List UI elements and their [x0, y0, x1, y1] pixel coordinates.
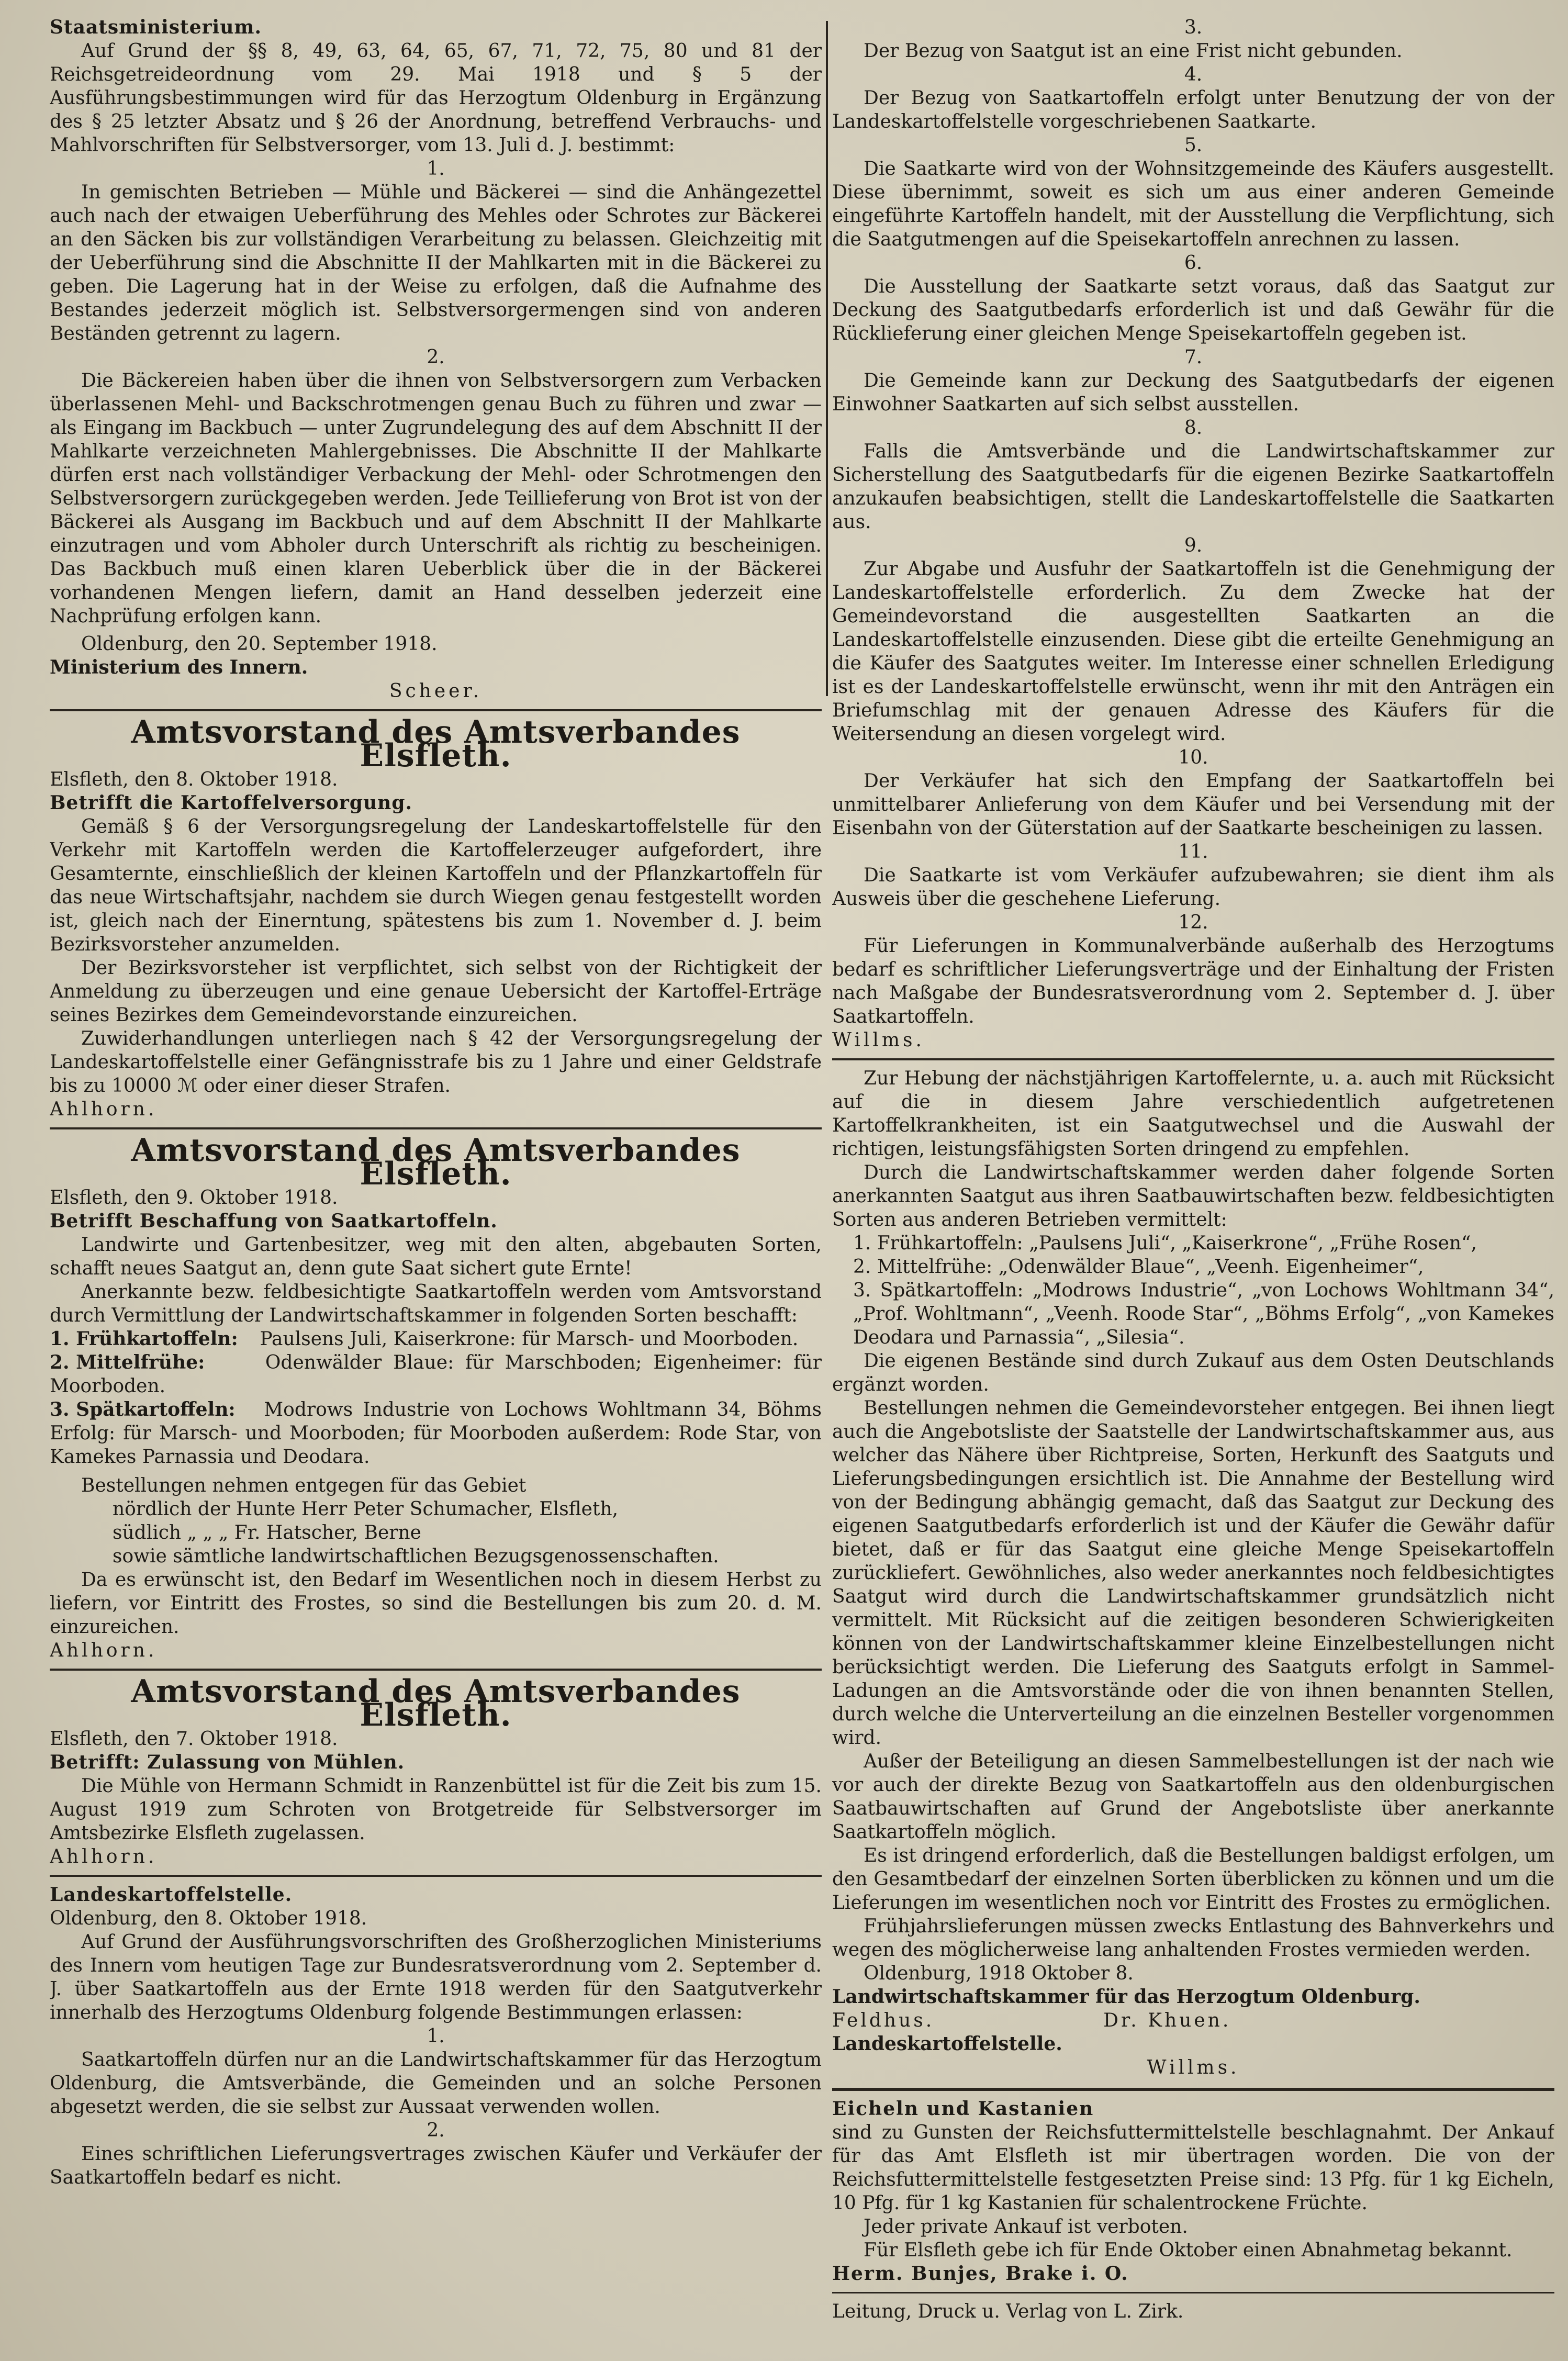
- paragraph: Landwirte und Gartenbesitzer, weg mit den alten, abgebauten Sorten, schafft neues Saatgut an, denn gute Saat sichert gute Ernte!: [50, 1234, 822, 1279]
- paragraph: Für Elsfleth gebe ich für Ende Oktober einen Abnahmetag bekannt.: [864, 2240, 1513, 2261]
- item-number: 10.: [1178, 747, 1208, 768]
- paragraph: sind zu Gunsten der Reichsfuttermittelstelle beschlagnahmt. Der Ankauf für das Amt Elsfleth ist mir übertragen worden. Die von der Reichsfuttermittelstelle festgesetzten Preise sind: 13 Pfg. für 1 kg Eicheln, 10 Pfg. für 1 kg Kastanien für schalentrockene Früchte.: [832, 2122, 1554, 2214]
- notice-title: Betrifft die Kartoffelversorgung.: [50, 792, 413, 814]
- item-number: 1.: [427, 158, 445, 180]
- paragraph: Bestellungen nehmen entgegen für das Gebiet: [81, 1475, 527, 1496]
- paragraph: Falls die Amtsverbände und die Landwirtschaftskammer zur Sicherstellung des Saatgutbedarfs für die eigenen Bezirke Saatkartoffeln anzukaufen beabsichtigen, stellt die Landeskartoffelstelle die Saatkarten aus.: [832, 441, 1554, 533]
- paragraph: Eines schriftlichen Lieferungsvertrages zwischen Käufer und Verkäufer der Saatkartoffeln bedarf es nicht.: [50, 2143, 822, 2188]
- item-number: 4.: [1184, 64, 1203, 85]
- item-number: 12.: [1178, 912, 1208, 933]
- paragraph: Die Gemeinde kann zur Deckung des Saatgutbedarfs der eigenen Einwohner Saatkarten auf sich selbst ausstellen.: [832, 370, 1554, 415]
- paragraph: Auf Grund der Ausführungsvorschriften des Großherzoglichen Ministeriums des Innern vom heutigen Tage zur Bundesratsverordnung vom 2. September d. J. über Saatkartoffeln aus der Ernte 1918 werden für den Saatgutverkehr innerhalb des Herzogtums Oldenburg folgende Bestimmungen erlassen:: [50, 1931, 822, 2023]
- divider: [50, 709, 822, 711]
- list-label: 1. Frühkartoffeln:: [50, 1328, 238, 1350]
- section-heading-amtsvorstand: Amtsvorstand des Amtsverbandes Elsfleth.: [131, 1132, 741, 1192]
- divider: [832, 1058, 1554, 1060]
- list-item: 1. Frühkartoffeln: „Paulsens Juli“, „Kaiserkrone“, „Frühe Rosen“,: [853, 1233, 1477, 1254]
- paragraph: Die Mühle von Hermann Schmidt in Ranzenbüttel ist für die Zeit bis zum 15. August 1919 zum Schroten von Brotgetreide für Selbstversorger im Amtsbezirke Elsfleth zugelassen.: [50, 1775, 822, 1844]
- paragraph: Anerkannte bezw. feldbesichtigte Saatkartoffeln werden vom Amtsvorstand durch Vermittlung der Landwirtschaftskammer in folgenden Sorten beschafft:: [50, 1281, 822, 1326]
- paragraph: nördlich der Hunte Herr Peter Schumacher, Elsfleth,: [113, 1498, 619, 1520]
- notice-title: Betrifft Beschaffung von Saatkartoffeln.: [50, 1210, 498, 1232]
- item-number: 3.: [1184, 17, 1203, 38]
- advertiser-name: Herm. Bunjes, Brake i. O.: [832, 2263, 1129, 2285]
- signer: Willms.: [1147, 2057, 1240, 2078]
- left-column: [50, 16, 822, 2350]
- paragraph: Die Bäckereien haben über die ihnen von Selbstversorgern zum Verbacken überlassenen Mehl- und Backschrotmengen genau Buch zu führen und zwar — als Eingang im Backbuch — unter Zugrundelegung des auf dem Abschnitt II der Mahlkarte verzeichneten Mahlergebnisses. Die Abschnitte II der Mahlkarte dürfen erst nach vollständiger Verbackung der Mehl- oder Schrotmengen den Selbstversorgern zurückgegeben werden. Jede Teillieferung von Brot ist von der Bäckerei als Ausgang im Backbuch und auf dem Abschnitt II der Mahlkarte einzutragen und vom Abholer durch Unterschrift als richtig zu bescheinigen. Das Backbuch muß einen klaren Ueberblick über die in der Bäckerei vorhandenen Mengen liefern, damit an Hand desselben jederzeit eine Nachprüfung erfolgen kann.: [50, 370, 822, 627]
- dateline: Oldenburg, den 8. Oktober 1918.: [50, 1908, 367, 1929]
- item-number: 2.: [427, 2120, 445, 2141]
- list-text: Paulsens Juli, Kaiserkrone: für Marsch- und Moorboden.: [260, 1328, 799, 1350]
- ad-title: Eicheln und Kastanien: [832, 2098, 1094, 2120]
- item-number: 7.: [1184, 346, 1203, 368]
- list-item: [50, 1327, 822, 1351]
- paragraph: Die eigenen Bestände sind durch Zukauf aus dem Osten Deutschlands ergänzt worden.: [832, 1350, 1554, 1395]
- list-label: 3. Spätkartoffeln:: [50, 1398, 236, 1420]
- item-number: 5.: [1184, 135, 1203, 156]
- organization-signature: Landeskartoffelstelle.: [832, 2033, 1062, 2055]
- paragraph: Da es erwünscht ist, den Bedarf im Wesentlichen noch in diesem Herbst zu liefern, vor Eintritt des Frostes, so sind die Bestellungen bis zum 20. d. M. einzureichen.: [50, 1569, 822, 1638]
- list-label: 2. Mittelfrühe:: [50, 1351, 205, 1373]
- divider: [50, 1127, 822, 1129]
- paragraph: Zur Hebung der nächstjährigen Kartoffelernte, u. a. auch mit Rücksicht auf die in diesem Jahre verschiedentlich aufgetretenen Kartoffelkrankheiten, ist ein Saatgutwechsel und die Auswahl der richtigen, leistungsfähigsten Sorten dringend zu empfehlen.: [832, 1068, 1554, 1160]
- list-item: [50, 1351, 822, 1398]
- list-item: 2. Mittelfrühe: „Odenwälder Blaue“, „Veenh. Eigenheimer“,: [853, 1256, 1424, 1278]
- signer: Ahlhorn.: [50, 1099, 158, 1120]
- paragraph: Durch die Landwirtschaftskammer werden daher folgende Sorten anerkannten Saatgut aus ihren Saatbauwirtschaften bezw. feldbesichtigten Sorten aus anderen Betrieben vermittelt:: [832, 1162, 1554, 1230]
- paragraph: Der Bezirksvorsteher ist verpflichtet, sich selbst von der Richtigkeit der Anmeldung zu überzeugen und eine genaue Uebersicht der Kartoffel-Erträge seines Bezirkes dem Gemeindevorstande einzureichen.: [50, 957, 822, 1026]
- paragraph: südlich „ „ „ Fr. Hatscher, Berne: [113, 1522, 421, 1543]
- list-item: 3. Spätkartoffeln: „Modrows Industrie“, „von Lochows Wohltmann 34“, „Prof. Wohltmann“, „Veenh. Roode Star“, „Böhms Erfolg“, „von Kamekes Deodara und Parnassia“, „Silesia“.: [853, 1280, 1554, 1348]
- divider: [50, 1875, 822, 1877]
- section-heading-amtsvorstand: Amtsvorstand des Amtsverbandes Elsfleth.: [131, 714, 741, 774]
- divider: [50, 1669, 822, 1671]
- item-number: 11.: [1178, 841, 1208, 863]
- signer: Scheer.: [389, 680, 483, 702]
- column-rule: [826, 21, 828, 696]
- dateline: Oldenburg, 1918 Oktober 8.: [864, 1963, 1134, 1984]
- paragraph: Frühjahrslieferungen müssen zwecks Entlastung des Bahnverkehrs und wegen des möglicherweise lang anhaltenden Frostes vermieden werden.: [832, 1916, 1554, 1961]
- notice-title: Betrifft: Zulassung von Mühlen.: [50, 1751, 405, 1773]
- divider: [832, 2088, 1554, 2091]
- paragraph: Zur Abgabe und Ausfuhr der Saatkartoffeln ist die Genehmigung der Landeskartoffelstelle erforderlich. Zu dem Zwecke hat der Gemeindevorstand die ausgestellten Saatkarten an die Landeskartoffelstelle einzusenden. Diese gibt die erteilte Genehmigung an die Käufer des Saatgutes weiter. Im Interesse einer schnellen Erledigung ist es der Landeskartoffelstelle erwünscht, wenn ihr mit den Anträgen ein Briefumschlag mit der genauen Adresse des Käufers für die Weitersendung an diesen vorgelegt wird.: [832, 558, 1554, 745]
- section-heading-landeskartoffelstelle: Landeskartoffelstelle.: [50, 1884, 293, 1906]
- paragraph: Die Saatkarte wird von der Wohnsitzgemeinde des Käufers ausgestellt. Diese übernimmt, soweit es sich um aus einer anderen Gemeinde eingeführte Kartoffeln handelt, mit der Ausstellung die Verpflichtung, sich die Saatgutmengen auf die Speisekartoffeln anrechnen zu lassen.: [832, 158, 1554, 250]
- organization-signature: Landwirtschaftskammer für das Herzogtum Oldenburg.: [832, 1986, 1420, 2008]
- list-item: [50, 1398, 822, 1469]
- dateline: Elsfleth, den 7. Oktober 1918.: [50, 1728, 338, 1750]
- section-heading-amtsvorstand: Amtsvorstand des Amtsverbandes Elsfleth.: [131, 1673, 741, 1733]
- paragraph: Jeder private Ankauf ist verboten.: [864, 2216, 1188, 2237]
- signer: Dr. Khuen.: [1103, 2010, 1231, 2031]
- paragraph: Bestellungen nehmen die Gemeindevorsteher entgegen. Bei ihnen liegt auch die Angebotsliste der Saatstelle der Landwirtschaftskammer aus, aus welcher das Nähere über Richtpreise, Sorten, Herkunft des Saatguts und Lieferungsbedingungen ersichtlich ist. Die Annahme der Bestellung wird von der Bedingung abhängig gemacht, daß das Saatgut zur Deckung des eigenen Saatgutbedarfs erforderlich ist und der Käufer die Gewähr dafür bietet, daß er für das Saatgut eine gleiche Menge Speisekartoffeln zurückliefert. Gewöhnliches, also weder anerkanntes noch feldbesichtigtes Saatgut wird durch die Landwirtschaftskammer grundsätzlich nicht vermittelt. Mit Rücksicht auf die zeitigen besonderen Schwierigkeiten können von der Landwirtschaftskammer kleine Einzelbestellungen nicht berücksichtigt werden. Die Lieferung des Saatguts erfolgt in Sammel-Ladungen an die Amtsvorstände oder die von ihnen benannten Stellen, durch welche die Unterverteilung an die einzelnen Besteller vorgenommen wird.: [832, 1397, 1554, 1749]
- signer: Ahlhorn.: [50, 1846, 158, 1867]
- divider: [832, 2292, 1554, 2293]
- paragraph: Außer der Beteiligung an diesen Sammelbestellungen ist der nach wie vor auch der direkte Bezug von Saatkartoffeln aus den oldenburgischen Saatbauwirtschaften auf Grund der Angebotsliste über anerkannte Saatkartoffeln möglich.: [832, 1751, 1554, 1843]
- paragraph: Für Lieferungen in Kommunalverbände außerhalb des Herzogtums bedarf es schriftlicher Lieferungsverträge und der Einhaltung der Fristen nach Maßgabe der Bundesratsverordnung vom 2. September d. J. über Saatkartoffeln.: [832, 935, 1554, 1027]
- paragraph: In gemischten Betrieben — Mühle und Bäckerei — sind die Anhängezettel auch nach der etwaigen Ueberführung des Mehles oder Schrotes zur Bäckerei an den Säcken bis zur vollständigen Verarbeitung zu belassen. Gleichzeitig mit der Ueberführung sind die Abschnitte II der Mahlkarten mit in die Bäckerei zu geben. Die Lagerung hat in der Weise zu erfolgen, daß die Aufnahme des Bestandes jederzeit möglich ist. Selbstversorgermengen sind von anderen Beständen getrennt zu lagern.: [50, 182, 822, 344]
- paragraph: Der Bezug von Saatgut ist an eine Frist nicht gebunden.: [864, 40, 1403, 62]
- paragraph: Es ist dringend erforderlich, daß die Bestellungen baldigst erfolgen, um den Gesamtbedarf der einzelnen Sorten überblicken zu können und um die Lieferungen im wesentlichen noch vor Eintritt des Frostes zu ermöglichen.: [832, 1845, 1554, 1914]
- paragraph: Die Saatkarte ist vom Verkäufer aufzubewahren; sie dient ihm als Ausweis über die geschehene Lieferung.: [832, 865, 1554, 910]
- imprint: Leitung, Druck u. Verlag von L. Zirk.: [832, 2301, 1184, 2322]
- list-text: Modrows Industrie von Lochows Wohltmann 34, Böhms Erfolg: für Marsch- und Moorboden; für Moorboden außerdem: Rode Star, von Kamekes Parnassia und Deodara.: [50, 1399, 822, 1468]
- item-number: 9.: [1184, 535, 1203, 556]
- signer: Ahlhorn.: [50, 1640, 158, 1661]
- item-number: 8.: [1184, 417, 1203, 439]
- paragraph: Auf Grund der §§ 8, 49, 63, 64, 65, 67, 71, 72, 75, 80 und 81 der Reichsgetreideordnung vom 29. Mai 1918 und § 5 der Ausführungsbestimmungen wird für das Herzogtum Oldenburg in Ergänzung des § 25 letzter Absatz und § 26 der Anordnung, betreffend Verbrauchs- und Mahlvorschriften für Selbstversorger, vom 13. Juli d. J. bestimmt:: [50, 40, 822, 156]
- dateline: Elsfleth, den 8. Oktober 1918.: [50, 769, 338, 790]
- paragraph: Der Bezug von Saatkartoffeln erfolgt unter Benutzung der von der Landeskartoffelstelle vorgeschriebenen Saatkarte.: [832, 87, 1554, 132]
- signer: Feldhus.: [832, 2010, 935, 2031]
- paragraph: Der Verkäufer hat sich den Empfang der Saatkartoffeln bei unmittelbarer Anlieferung von dem Käufer und bei Versendung mit der Eisenbahn von der Güterstation auf der Saatkarte bescheinigen zu lassen.: [832, 770, 1554, 839]
- list-text: Odenwälder Blaue: für Marschboden; Eigenheimer: für Moorboden.: [50, 1352, 822, 1397]
- paragraph: Die Ausstellung der Saatkarte setzt voraus, daß das Saatgut zur Deckung des Saatgutbedarfs erforderlich ist und daß Gewähr für die Rücklieferung einer gleichen Menge Speisekartoffeln gegeben ist.: [832, 276, 1554, 344]
- item-number: 1.: [427, 2026, 445, 2047]
- dateline: Oldenburg, den 20. September 1918.: [81, 633, 438, 655]
- right-column: [832, 16, 1554, 2350]
- paragraph: Gemäß § 6 der Versorgungsregelung der Landeskartoffelstelle für den Verkehr mit Kartoffeln werden die Kartoffelerzeuger aufgefordert, ihre Gesamternte, einschließlich der kleinen Kartoffeln und der Pflanzkartoffeln für das neue Wirtschaftsjahr, nachdem sie durch Wiegen genau festgestellt worden ist, gleich nach der Einerntung, spätestens bis zum 1. November d. J. beim Bezirksvorsteher anzumelden.: [50, 816, 822, 955]
- ministry-signature: Ministerium des Innern.: [50, 656, 308, 678]
- paragraph: sowie sämtliche landwirtschaftlichen Bezugsgenossenschaften.: [113, 1546, 719, 1567]
- signers-line: [832, 2009, 1554, 2032]
- item-number: 6.: [1184, 252, 1203, 274]
- dateline: Elsfleth, den 9. Oktober 1918.: [50, 1187, 338, 1209]
- paragraph: Saatkartoffeln dürfen nur an die Landwirtschaftskammer für das Herzogtum Oldenburg, die Amtsverbände, die Gemeinden und an solche Personen abgesetzt werden, die sie selbst zur Aussaat verwenden wollen.: [50, 2049, 822, 2118]
- section-heading-staatsministerium: Staatsministerium.: [50, 16, 262, 38]
- signer: Willms.: [832, 1030, 925, 1051]
- paragraph: Zuwiderhandlungen unterliegen nach § 42 der Versorgungsregelung der Landeskartoffelstelle einer Gefängnisstrafe bis zu 1 Jahre und einer Geldstrafe bis zu 10000 ℳ oder einer dieser Strafen.: [50, 1028, 822, 1096]
- item-number: 2.: [427, 346, 445, 368]
